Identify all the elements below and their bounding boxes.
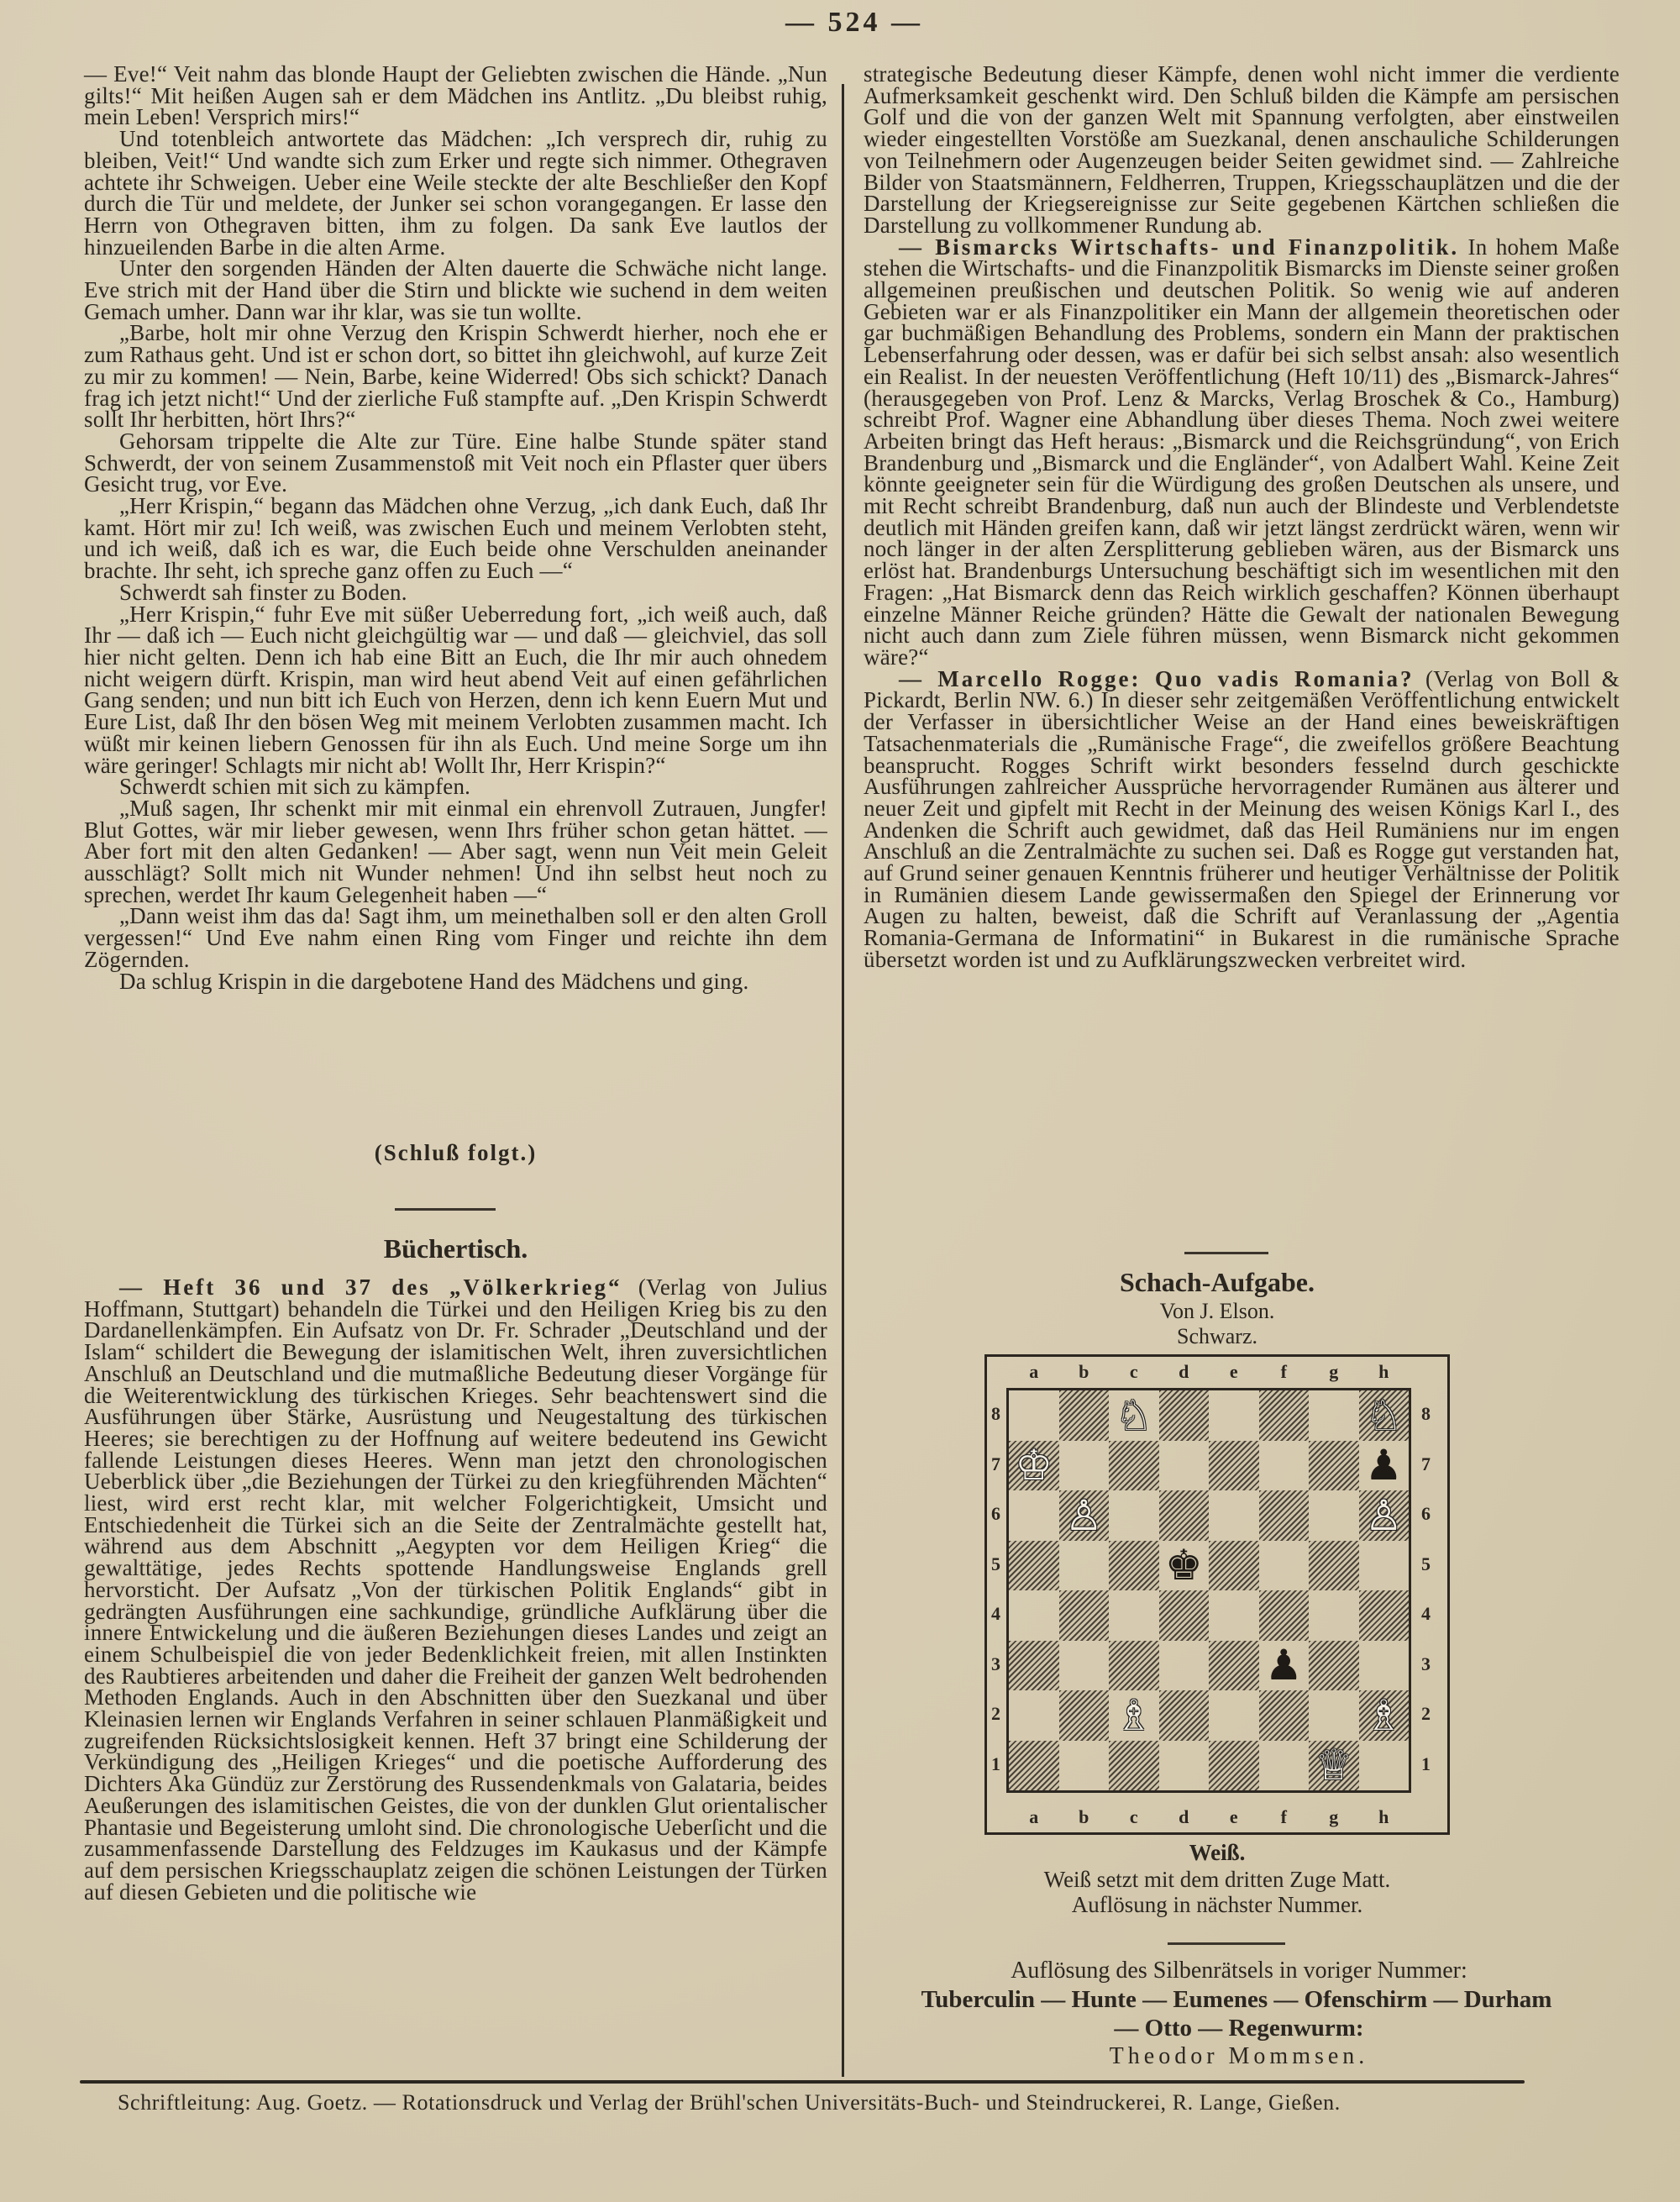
divider — [1184, 1252, 1268, 1254]
chess-square-b7 — [1059, 1441, 1110, 1491]
file-label: g — [1329, 1361, 1339, 1382]
rank-label: 2 — [991, 1703, 1000, 1724]
chess-square-f5 — [1259, 1541, 1310, 1591]
rank-label: 6 — [991, 1503, 1000, 1524]
chess-square-a3 — [1009, 1641, 1059, 1691]
chess-square-e7 — [1209, 1441, 1259, 1491]
chess-square-b1 — [1059, 1741, 1110, 1791]
file-label: g — [1329, 1806, 1339, 1827]
story-paragraph: „Barbe, holt mir ohne Verzug den Krispin Schwerdt hierher, noch ehe er zum Rathaus geht. Und ist er schon dort, so bittet ihn gleichwohl, auf kurze Zeit zu mir zu kommen! — Nein, Barbe, keine Widerred! Obs sich schickt? Danach frag ich jetzt nicht!“ Und der zierliche Fuß stampfte auf. „Den Krispin Schwerdt sollt Ihr herbitten, hört Ihrs?“ — [84, 320, 827, 433]
chess-square-f2 — [1259, 1690, 1310, 1741]
chess-piece-white-c2: ♗ — [1115, 1690, 1153, 1740]
chess-square-c2 — [1109, 1690, 1159, 1741]
chess-square-e2 — [1209, 1690, 1259, 1741]
chess-square-g7 — [1309, 1441, 1359, 1491]
chess-author: Von J. Elson. — [1159, 1299, 1275, 1323]
chess-piece-white-h6: ♙ — [1364, 1490, 1403, 1540]
riddle-line-2: — Otto — Regenwurm: — [1114, 2015, 1364, 2042]
rank-label: 1 — [991, 1753, 1000, 1774]
file-label: c — [1129, 1806, 1138, 1827]
story-paragraph: „Herr Krispin,“ begann das Mädchen ohne Verzug, „ich dank Euch, daß Ihr kamt. Hört mir zu! Ich weiß, was zwischen Euch und meinem Verlobten steht, und ich weiß, daß ich es war, die Euch beide ohne Verschulden aneinander brachte. Ihr seht, ich spreche ganz offen zu Euch —“ — [84, 493, 827, 584]
chess-square-e5 — [1209, 1541, 1259, 1591]
chess-square-e6 — [1209, 1490, 1259, 1541]
story-paragraph: Schwerdt schien mit sich zu kämpfen. — [119, 774, 471, 800]
rank-label: 5 — [991, 1553, 1000, 1574]
chess-square-c3 — [1109, 1641, 1159, 1691]
story-paragraph: Schwerdt sah finster zu Boden. — [119, 579, 407, 605]
chess-square-c7 — [1109, 1441, 1159, 1491]
rank-label: 7 — [1421, 1453, 1431, 1474]
chess-square-f1 — [1259, 1741, 1310, 1791]
chess-square-h4 — [1359, 1590, 1410, 1641]
chess-piece-white-a7: ♔ — [1015, 1441, 1053, 1490]
page-number: — 524 — — [785, 7, 923, 38]
chess-square-c8 — [1109, 1390, 1159, 1441]
file-label: e — [1229, 1361, 1238, 1382]
chess-square-d8 — [1159, 1390, 1210, 1441]
chess-square-e1 — [1209, 1741, 1259, 1791]
rank-label: 6 — [1421, 1503, 1431, 1524]
chess-piece-black-f3: ♟ — [1264, 1641, 1303, 1690]
chess-piece-white-c8: ♘ — [1115, 1390, 1153, 1440]
chess-square-f6 — [1259, 1490, 1310, 1541]
rank-label: 8 — [1421, 1403, 1431, 1424]
story-paragraph: Da schlug Krispin in die dargebotene Hand des Mädchens und ging. — [119, 968, 749, 994]
chess-square-b3 — [1059, 1641, 1110, 1691]
bismarck-lead: — Bismarcks Wirtschafts- und Finanzpolitik. — [899, 234, 1460, 260]
chess-square-h6 — [1359, 1490, 1410, 1541]
chess-square-a2 — [1009, 1690, 1059, 1741]
file-label: e — [1229, 1806, 1238, 1827]
rank-label: 1 — [1421, 1753, 1431, 1774]
file-label: b — [1079, 1806, 1089, 1827]
buechertisch-body: (Verlag von Julius Hoffmann, Stuttgart) behandeln die Türkei und den Heiligen Krieg bis zu den Dardanellenkämpfen. Ein Aufsatz von Dr. Fr. Schrader „Deutschland und der Islam“ schildert die Bewegung der islamitischen Welt, ihren zuversichtlichen Anschluß an Deutschland und die mutmaßliche Bedeutung dieser Vorgänge für die Weiterentwicklung des türkischen Krieges. Sehr beachtenswert sind die Ausführungen über Stärke, Ausrüstung und Neugestaltung des türkischen Heeres; sie berechtigen zu der Hoffnung auf weitere bedeutend ins Gewicht fallende Leistungen dieses Heeres. Wenn man jetzt den chronologischen Ueberblick über „die Beziehungen der Türkei zu den kriegführenden Mächten“ liest, wird erst recht klar, mit welcher Folgerichtigkeit, Umsicht und Entschiedenheit die Türkei sich an die Seite der Zentralmächte gestellt hat, während aus dem Abschnitt „Aegypten vor dem Heiligen Krieg“ die gewalttätige, jedes Rechts spottende Handlungsweise Englands grell hervorsticht. Der Aufsatz „Von der türkischen Politik Englands“ gibt in gedrängten Ausführungen eine sachkundige, gründliche Aufklärung über die innere Entwickelung und die äußeren Beziehungen dieses Landes und zeigt an einem Schulbeispiel die von jeder Bedenklichkeit freien, mit allen Instinkten des Raubtieres arbeitenden und daher die Freiheit der ganzen Welt bedrohenden Methoden Englands. Auch in den Abschnitten über den Suezkanal und über Kleinasien lernen wir Englands Verfahren in seiner schlauen Planmäßigkeit und zugreifenden Rücksichtslosigkeit kennen. Heft 37 bringt eine Schilderung der Verkündigung des „Heiligen Krieges“ und die poetische Aufforderung des Dichters Aka Gündüz zur Zerstörung des Russendenkmals von Galataria, beides Aeußerungen des islamitischen Geistes, die von der dunklen Glut orientalischer Phantasie und Begeisterung umloht sind. Die chronologische Ueberſicht und die zusammenfassende Darstellung des Feldzuges im Kaukasus und der Kämpfe auf dem persischen Kriegsschauplatz zeigen die schönen Leistungen der Türken auf diesen Gebieten und die politische wie — [84, 1274, 827, 1905]
chess-square-a5 — [1009, 1541, 1059, 1591]
chess-piece-white-b6: ♙ — [1064, 1490, 1103, 1540]
rank-label: 3 — [991, 1653, 1000, 1674]
chess-piece-black-h7: ♟ — [1364, 1441, 1403, 1490]
chess-square-a8 — [1009, 1390, 1059, 1441]
riddle-line-1: Tuberculin — Hunte — Eumenes — Ofenschirm — Durham — [921, 1986, 1552, 2013]
chess-square-f7 — [1259, 1441, 1310, 1491]
file-label: h — [1378, 1806, 1389, 1827]
chess-square-c5 — [1109, 1541, 1159, 1591]
riddle-heading: Auflösung des Silbenrätsels in voriger Nummer: — [1011, 1958, 1467, 1984]
file-label: f — [1280, 1806, 1287, 1827]
column-divider — [842, 84, 844, 2077]
chess-piece-white-g1: ♕ — [1315, 1741, 1353, 1790]
file-label: c — [1129, 1361, 1138, 1382]
chess-square-f4 — [1259, 1590, 1310, 1641]
rank-label: 4 — [1421, 1603, 1431, 1624]
chess-square-a7 — [1009, 1441, 1059, 1491]
chess-square-d6 — [1159, 1490, 1210, 1541]
chess-square-b5 — [1059, 1541, 1110, 1591]
chess-square-d3 — [1159, 1641, 1210, 1691]
chess-square-h5 — [1359, 1541, 1410, 1591]
story-paragraph: „Muß sagen, Ihr schenkt mir mit einmal ein ehrenvoll Zutrauen, Jungfer! Blut Gottes, wär mir lieber gewesen, wenn Ihrs früher schon getan hättet. — Aber fort mit den alten Gedanken! — Aber sagt, wenn nun Veit mein Geleit ausschlägt? Sollt mich nit Wunder nehmen! Und ihn selbst heut noch zu sprechen, werdet Ihr kaum Gelegenheit haben —“ — [84, 795, 827, 907]
chess-square-d1 — [1159, 1741, 1210, 1791]
story-paragraph: „Dann weist ihm das da! Sagt ihm, um meinethalben soll er den alten Groll vergessen!“ Und Eve nahm einen Ring vom Finger und reichte ihn dem Zögernden. — [84, 903, 827, 972]
rank-label: 8 — [991, 1403, 1000, 1424]
chess-square-c1 — [1109, 1741, 1159, 1791]
story-paragraph: Und totenbleich antwortete das Mädchen: „Ich versprech dir, ruhig zu bleiben, Veit!“ Und wandte sich zum Erker und regte sich nimmer. Othegraven achtete ihr Schweigen. Ueber eine Weile steckte der alte Beschließer den Kopf durch die Tür und meldete, der Junker sei schon vorangegangen. Er lasse den Herrn von Othegraven bitten, ihm zu folgen. Da sank Eve lautlos der hinzueilenden Barbe in die alten Arme. — [84, 126, 827, 260]
chess-square-g3 — [1309, 1641, 1359, 1691]
chess-square-d4 — [1159, 1590, 1210, 1641]
chess-square-c6 — [1109, 1490, 1159, 1541]
story-paragraph: „Herr Krispin,“ fuhr Eve mit süßer Ueberredung fort, „ich weiß auch, daß Ihr — daß ich — Euch nicht gleichgültig war — und daß — gleichviel, das soll hier nicht gelten. Denn ich hab eine Bitt an Euch, die Ihr mir auch ohnedem nicht weigern dürft. Krispin, man wird heut abend Veit auf einen gefährlichen Gang senden; und nun bitt ich Euch von Herzen, denn ich kenn Euern Mut und Eure List, daß Ihr den bösen Weg mit meinem Verlobten zusammen macht. Ich wüßt mir keinen liebern Genossen für ihn als Euch. Und meine Sorge um ihn wäre geringer! Schlagts mir nicht ab! Wollt Ihr, Herr Krispin?“ — [84, 601, 827, 778]
buechertisch-heading: Büchertisch. — [383, 1233, 528, 1264]
chess-square-a6 — [1009, 1490, 1059, 1541]
chess-square-g6 — [1309, 1490, 1359, 1541]
chess-piece-black-d5: ♚ — [1164, 1541, 1203, 1590]
story-column — [84, 61, 827, 994]
chess-square-h8 — [1359, 1390, 1410, 1441]
chess-square-c4 — [1109, 1590, 1159, 1641]
bismarck-body: In hohem Maße stehen die Wirtschafts- und die Finanzpolitik Bismarcks im Dienste seiner großen allgemeinen preußischen und deutschen Politik. So wenig wie auf anderen Gebieten war er als Finanzpolitiker ein Mann der allgemein theoretischen oder gar buchmäßigen Behandlung des Problems, sondern ein Mann der praktischen Lebenserfahrung oder dessen, was er dafür bei sich selbst ansah: also wesentlich ein Realist. In der neuesten Veröffentlichung (Heft 10/11) des „Bismarck-Jahres“ (herausgegeben von Prof. Lenz & Marcks, Verlag Broschek & Co., Hamburg) schreibt Prof. Wagner eine Abhandlung über dieses Thema. Noch zwei weitere Arbeiten bringt das Heft heraus: „Bismarck und die Reichsgründung“, von Erich Brandenburg und „Bismarck und die Engländer“, von Adalbert Wahl. Keine Zeit könnte geeigneter sein für die Würdigung des großen Deutschen als unsere, und mit Recht schreibt Brandenburg, daß nun auch der Blindeste und Verblendetste deutlich mit Händen greifen kann, daß wir jetzt längst zerdrückt wären, wenn wir noch länger in der alten Zersplitterung geblieben wären, aus der Bismarck uns erlöst hat. Brandenburgs Untersuchung beschäftigt sich im wesentlichen mit den Fragen: „Hat Bismarck denn das Reich wirklich geschaffen? Können überhaupt einzelne Männer Reiche gründen? Hätte die Gewalt der nationalen Bewegung nicht auch dann zum Ziele führen müssen, wenn Bismarck nicht gekommen wäre?“ — [864, 234, 1620, 670]
footer-imprint: Schriftleitung: Aug. Goetz. — Rotationsdruck und Verlag der Brühl'schen Universitäts-Buch- und Steindruckerei, R. Lange, Gießen. — [118, 2090, 1341, 2115]
continued-note: (Schluß folgt.) — [374, 1140, 538, 1165]
chess-solution-note: Auflösung in nächster Nummer. — [1071, 1892, 1363, 1917]
story-paragraph: Gehorsam trippelte die Alte zur Türe. Eine halbe Stunde später stand Schwerdt, der von seinem Zusammenstoß mit Veit noch ein Pflaster quer übers Gesicht trug, vor Eve. — [84, 428, 827, 497]
story-paragraph: — Eve!“ Veit nahm das blonde Haupt der Geliebten zwischen die Hände. „Nun gilts!“ Mit heißen Augen sah er dem Mädchen ins Antlitz. „Du bleibst ruhig, mein Leben! Versprich mirs!“ — [84, 61, 827, 130]
chess-square-h1 — [1359, 1741, 1410, 1791]
buechertisch-text — [84, 1274, 827, 1905]
chess-square-a4 — [1009, 1590, 1059, 1641]
buechertisch-lead: — Heft 36 und 37 des „Völkerkrieg“ — [119, 1274, 622, 1300]
divider — [395, 1208, 496, 1211]
file-label: h — [1378, 1361, 1389, 1382]
chess-piece-white-h8: ♘ — [1364, 1390, 1403, 1440]
chess-square-d7 — [1159, 1441, 1210, 1491]
file-label: d — [1179, 1361, 1189, 1382]
riddle-answer: Theodor Mommsen. — [1109, 2043, 1369, 2069]
rank-label: 2 — [1421, 1703, 1431, 1724]
chess-board — [1006, 1388, 1411, 1793]
rank-label: 4 — [991, 1603, 1000, 1624]
chess-square-b6 — [1059, 1490, 1110, 1541]
file-label: f — [1280, 1361, 1287, 1382]
rank-label: 7 — [991, 1453, 1000, 1474]
story-paragraph: Unter den sorgenden Händen der Alten dauerte die Schwäche nicht lange. Eve strich mit der Hand über die Stirn und blickte wie suchend in dem weiten Gemach umher. Dann war ihr klar, was sie tun wollte. — [84, 255, 827, 324]
chess-square-b2 — [1059, 1690, 1110, 1741]
buechertisch-continuation: strategische Bedeutung dieser Kämpfe, denen wohl nicht immer die verdiente Aufmerksamkeit geschenkt wird. Den Schluß bilden die Kämpfe am persischen Golf und die von der ganzen Welt mit Spannung verfolgten, aber einstweilen wieder eingestellten Vorstöße am Suezkanal, denen anschauliche Schilderungen von Teilnehmern oder Augenzeugen beider Seiten gewidmet sind. — Zahlreiche Bilder von Staatsmännern, Feldherren, Truppen, Kriegsschauplätzen und die der Darstellung der Kriegsereignisse zur Seite gegebenen Kärtchen schließen die Darstellung zu vollkommener Rundung ab. — [864, 61, 1620, 238]
rogge-lead: — Marcello Rogge: Quo vadis Romania? — [899, 665, 1415, 691]
chess-square-d5 — [1159, 1541, 1210, 1591]
rank-label: 3 — [1421, 1653, 1431, 1674]
chess-square-g4 — [1309, 1590, 1359, 1641]
chess-square-g5 — [1309, 1541, 1359, 1591]
chess-task: Weiß setzt mit dem dritten Zuge Matt. — [1043, 1867, 1391, 1892]
file-label: b — [1079, 1361, 1089, 1382]
chess-square-g2 — [1309, 1690, 1359, 1741]
chess-square-g1 — [1309, 1741, 1359, 1791]
chess-white-label: Weiß. — [1189, 1840, 1246, 1865]
chess-square-g8 — [1309, 1390, 1359, 1441]
divider — [1168, 1942, 1285, 1945]
chess-square-h7 — [1359, 1441, 1410, 1491]
chess-black-label: Schwarz. — [1176, 1324, 1257, 1348]
file-label: a — [1029, 1806, 1039, 1827]
file-label: d — [1179, 1806, 1189, 1827]
chess-square-e4 — [1209, 1590, 1259, 1641]
footer-rule — [80, 2080, 1525, 2084]
chess-square-h3 — [1359, 1641, 1410, 1691]
chess-square-e8 — [1209, 1390, 1259, 1441]
right-column-text — [864, 61, 1620, 972]
chess-square-b8 — [1059, 1390, 1110, 1441]
rank-label: 5 — [1421, 1553, 1431, 1574]
chess-square-f8 — [1259, 1390, 1310, 1441]
file-label: a — [1029, 1361, 1039, 1382]
chess-square-f3 — [1259, 1641, 1310, 1691]
chess-piece-white-h2: ♗ — [1364, 1690, 1403, 1740]
chess-square-b4 — [1059, 1590, 1110, 1641]
chess-square-h2 — [1359, 1690, 1410, 1741]
rogge-body: (Verlag von Boll & Pickardt, Berlin NW. 6.) In dieser sehr zeitgemäßen Veröffentlichung entwickelt der Verfasser in übersichtlicher Weise an der Hand eines beweiskräftigen Tatsachenmaterials die „Rumänische Frage“, die zweifellos größere Beachtung beansprucht. Rogges Schrift wirkt besonders fesselnd durch geschickte Ausführungen zahlreicher Aussprüche hervorragender Rumänen aus älterer und neuer Zeit und gipfelt mit Recht in der Meinung des weisen Königs Karl I., des Andenken die Schrift auch gewidmet, daß das Heil Rumäniens nur im engen Anschluß an die Zentralmächte zu suchen sei. Daß es Rogge gut verstanden hat, auf Grund seiner genauen Kenntnis früherer und heutiger Verhältnisse der Politik in Rumänien diesem Lande gewissermaßen den Spiegel der Erinnerung vor Augen zu halten, beweist, daß die Schrift auf Veranlassung der „Agentia Romania-Germana de Informatini“ in Bukarest in die rumänische Sprache übersetzt worden ist und zu Aufklärungszwecken verbreitet wird. — [864, 665, 1620, 972]
chess-square-a1 — [1009, 1741, 1059, 1791]
chess-square-d2 — [1159, 1690, 1210, 1741]
chess-title: Schach-Aufgabe. — [1119, 1267, 1315, 1297]
chess-square-e3 — [1209, 1641, 1259, 1691]
